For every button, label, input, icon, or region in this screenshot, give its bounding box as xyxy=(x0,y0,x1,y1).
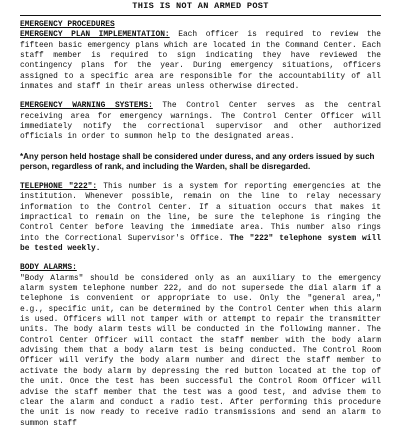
section-heading: EMERGENCY PROCEDURES xyxy=(20,20,115,29)
warning-label: EMERGENCY WARNING SYSTEMS: xyxy=(20,101,153,111)
post-header: THIS IS NOT AN ARMED POST xyxy=(132,1,269,11)
header-rule xyxy=(20,15,381,16)
plan-label: EMERGENCY PLAN IMPLEMENTATION: xyxy=(20,30,170,40)
telephone-test-note: The "222" telephone system will be tested weekly. xyxy=(20,233,381,254)
plan-section xyxy=(20,30,381,92)
alarms-heading: BODY ALARMS: xyxy=(20,263,77,273)
telephone-section xyxy=(20,182,381,254)
warning-section xyxy=(20,101,381,142)
plan-text: Each officer is required to review the fifteen basic emergency plans which are located in the Command Center. Each staff member is required to sign indicating they have reviewed the contingency plans for the year. During emergency situations, officers assigned to a specific area are responsible for the accountability of all inmates and staff in their areas unless otherwise directed. xyxy=(20,30,381,92)
alarms-section xyxy=(20,263,381,429)
telephone-label: TELEPHONE "222": xyxy=(20,181,98,191)
warning-text: The Control Center serves as the central receiving area for emergency warnings. The Control Center Officer will immediately notify the correctional supervisor and other authorized officials in order to summon help to the designated areas. xyxy=(20,101,381,142)
hostage-notice: *Any person held hostage shall be considered under duress, and any orders issued by such person, regardless of rank, and including the Warden, shall be disregarded. xyxy=(20,151,375,172)
telephone-text: This number is a system for reporting emergencies at the institution. Whenever possible, remain on the line to relay necessary information to the Control Center. If a situation occurs that makes it impractical to remain on the line, be sure the telephone is ringing the Control Center before leaving the immediate area. This number also rings into the Correctional Supervisor's Office. xyxy=(20,181,381,243)
alarms-text: "Body Alarms" should be considered only as an auxiliary to the emergency alarm system telephone number 222, and do not supersede the dial alarm if a telephone is convenient or appropriate to use. Only the "general area," e.g., specific unit, can be determined by the Control Center when this alarm is used. Officers will not tamper with or attempt to repair the transmitter units. The body alarm tests will be conducted in the following manner. The Control Center Officer will contact the staff member with the body alarm advising them that a body alarm test is being conducted. The Control Room Officer will verify the body alarm number and direct the staff member to activate the body alarm by depressing the red button located at the top of the unit. Once the test has been successful the Control Room Officer will advise the staff member that the test was a good test, and advise them to clear the alarm and conduct a radio test. After performing this procedure the unit is now ready to receive radio transmissions and send an alarm to summon staff xyxy=(20,273,381,428)
